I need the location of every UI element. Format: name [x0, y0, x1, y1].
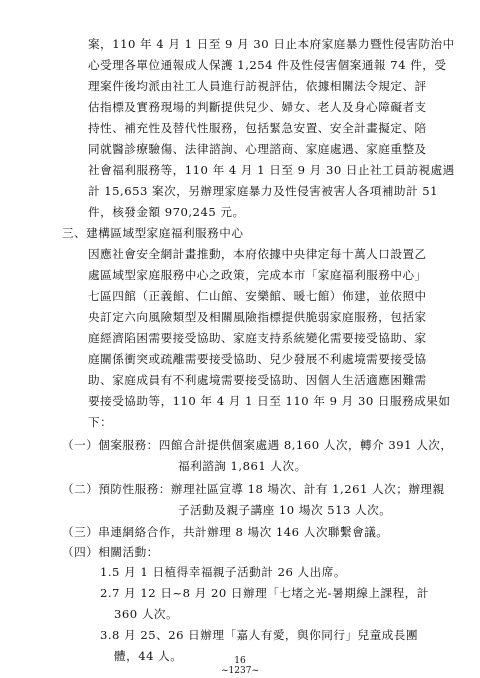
text-line: 下： — [88, 415, 113, 429]
list-item-text: 福利諮詢 1,861 人次。 — [178, 459, 307, 473]
list-item-text: （四）相關活動： — [62, 545, 159, 559]
text-line: 估指標及實務現場的判斷提供兒少、婦女、老人及身心障礙者支 — [88, 100, 427, 114]
text-line: 助、家庭成員有不利處境需要接受協助、因個人生活適應困難需 — [88, 373, 427, 387]
text-line: 計 15,653 案次，另辦理家庭暴力及性侵害被害人各項補助計 51 — [88, 184, 439, 198]
text-line: 庭關係衝突或疏離需要接受協助、兒少發展不利處境需要接受協 — [88, 352, 427, 366]
list-item-text: （二）預防性服務：辦理社區宣導 18 場次、計有 1,261 人次；辦理親 — [62, 482, 445, 496]
text-line: 案，110 年 4 月 1 日至 9 月 30 日止本府家庭暴力暨性侵害防治中 — [88, 37, 455, 51]
text-line: 件，核發金額 970,245 元。 — [88, 205, 245, 219]
page-footer: ~1237~ — [221, 666, 259, 676]
list-item-text: 子活動及親子講座 10 場次 513 人次。 — [178, 503, 392, 517]
text-line: 庭經濟陷困需要接受協助、家庭支持系統變化需要接受協助、家 — [88, 331, 427, 345]
text-line: 社會福利服務等，110 年 4 月 1 日至 9 月 30 日止社工員訪視處遇 — [88, 163, 455, 177]
text-line: 心受理各單位通報成人保護 1,254 件及性侵害個案通報 74 件，受 — [88, 58, 447, 72]
text-line: 央訂定六向風險類型及相關風險指標提供脆弱家庭服務，包括家 — [88, 310, 427, 324]
list-item-text: 3.8 月 25、26 日辦理「嘉人有愛，與你同行」兒童成長團 — [100, 628, 418, 642]
page-number: 16 — [234, 656, 246, 666]
list-item-text: 1.5 月 1 日植得幸福親子活動計 26 人出席。 — [100, 565, 346, 579]
list-item-text: 體，44 人。 — [114, 649, 183, 663]
text-line: 同就醫診療驗傷、法律諮詢、心理諮商、家庭處遇、家庭重整及 — [88, 142, 427, 156]
text-line: 要接受協助等，110 年 4 月 1 日至 110 年 9 月 30 日服務成果如 — [88, 394, 451, 408]
list-item-text: 2.7 月 12 日~8 月 20 日辦理「七堵之光-暑期線上課程，計 — [100, 586, 429, 600]
section-heading: 三、建構區域型家庭福利服務中心 — [62, 226, 244, 240]
list-item-text: 360 人次。 — [114, 607, 179, 621]
text-line: 七區四館（正義館、仁山館、安樂館、暖七館）佈建，並依照中 — [88, 289, 427, 303]
list-item-text: （一）個案服務：四館合計提供個案處遇 8,160 人次，轉介 391 人次， — [62, 438, 453, 452]
text-line: 持性、補充性及替代性服務，包括緊急安置、安全計畫擬定、陪 — [88, 121, 427, 135]
list-item-text: （三）串連網絡合作，共計辦理 8 場次 146 人次聯繫會議。 — [62, 525, 389, 539]
text-line: 處區域型家庭服務中心之政策，完成本市「家庭福利服務中心」 — [88, 268, 427, 282]
text-line: 因應社會安全網計畫推動，本府依據中央律定每十萬人口設置乙 — [88, 247, 427, 261]
text-line: 理案件後均派由社工人員進行訪視評估，依據相關法令規定、評 — [88, 79, 427, 93]
